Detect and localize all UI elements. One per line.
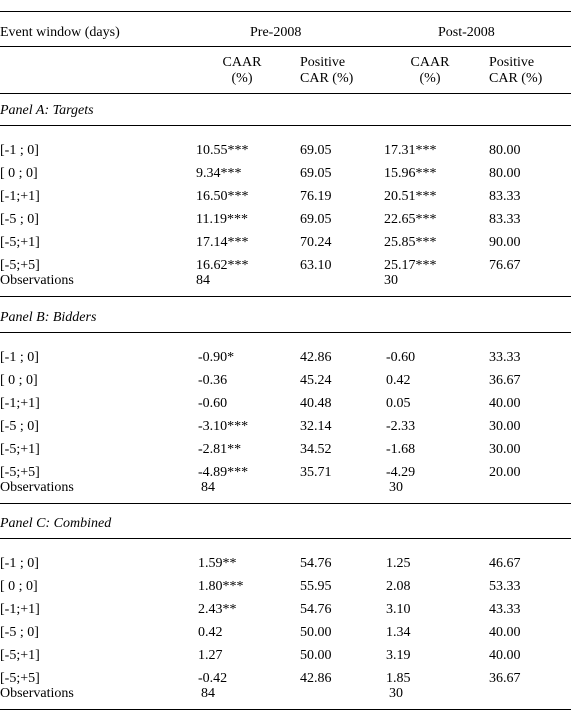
observations-pre: 84	[201, 686, 215, 701]
cell-pre-pos: 50.00	[300, 625, 332, 640]
cell-post-caar: 1.85	[386, 671, 411, 686]
cell-pre-caar: 1.80***	[198, 579, 244, 594]
panel-title: Panel A: Targets	[0, 103, 94, 118]
observations-pre: 84	[201, 480, 215, 495]
panel-title-rule	[0, 538, 571, 539]
cell-post-caar: 15.96***	[384, 166, 437, 181]
cell-pre-caar: -2.81**	[198, 442, 242, 457]
cell-pre-caar: 10.55***	[196, 143, 249, 158]
cell-pre-pos: 70.24	[300, 235, 332, 250]
cell-post-pos: 53.33	[489, 579, 521, 594]
cell-pre-caar: -4.89***	[198, 465, 249, 480]
header-pre-caar-line2: (%)	[231, 71, 253, 86]
cell-window: [-1;+1]	[0, 396, 40, 411]
cell-pre-caar: 11.19***	[196, 212, 248, 227]
cell-post-pos: 30.00	[489, 419, 521, 434]
cell-post-caar: -0.60	[386, 350, 416, 365]
cell-window: [ 0 ; 0]	[0, 166, 38, 181]
cell-post-pos: 40.00	[489, 396, 521, 411]
cell-pre-caar: 16.50***	[196, 189, 249, 204]
rule-under-period	[0, 46, 571, 47]
cell-pre-pos: 54.76	[300, 602, 332, 617]
cell-post-pos: 46.67	[489, 556, 521, 571]
cell-post-pos: 83.33	[489, 189, 521, 204]
observations-label: Observations	[0, 686, 74, 701]
cell-window: [-5;+1]	[0, 235, 40, 250]
cell-pre-pos: 42.86	[300, 671, 332, 686]
cell-post-caar: -1.68	[386, 442, 416, 457]
header-post-caar-line1: CAAR	[410, 55, 450, 70]
cell-post-caar: 17.31***	[384, 143, 437, 158]
header-post-poscar-line2: CAR (%)	[489, 71, 543, 86]
cell-window: [-5;+5]	[0, 671, 40, 686]
cell-window: [ 0 ; 0]	[0, 373, 38, 388]
header-pre-poscar-line2: CAR (%)	[300, 71, 354, 86]
cell-post-caar: 2.08	[386, 579, 411, 594]
header-post-caar-line2: (%)	[419, 71, 441, 86]
cell-window: [-5 ; 0]	[0, 212, 39, 227]
observations-pre: 84	[196, 273, 210, 288]
cell-window: [-5 ; 0]	[0, 625, 39, 640]
observations-label: Observations	[0, 480, 74, 495]
cell-post-pos: 20.00	[489, 465, 521, 480]
header-post-poscar-line1: Positive	[489, 55, 535, 70]
panel-end-rule	[0, 296, 571, 297]
cell-pre-pos: 69.05	[300, 212, 332, 227]
cell-window: [ 0 ; 0]	[0, 579, 38, 594]
cell-post-pos: 80.00	[489, 143, 521, 158]
panel-end-rule	[0, 503, 571, 504]
cell-pre-caar: 16.62***	[196, 258, 249, 273]
panel-title-rule	[0, 332, 571, 333]
cell-post-pos: 36.67	[489, 671, 521, 686]
cell-pre-caar: 17.14***	[196, 235, 249, 250]
cell-pre-caar: 1.27	[198, 648, 223, 663]
cell-post-caar: 25.85***	[384, 235, 437, 250]
cell-pre-caar: 9.34***	[196, 166, 242, 181]
cell-post-caar: 25.17***	[384, 258, 437, 273]
cell-pre-caar: -0.60	[198, 396, 228, 411]
cell-post-caar: 0.42	[386, 373, 411, 388]
header-event-window: Event window (days)	[0, 25, 120, 40]
cell-pre-pos: 69.05	[300, 166, 332, 181]
rule-under-header	[0, 93, 571, 94]
cell-window: [-5;+1]	[0, 648, 40, 663]
cell-pre-pos: 35.71	[300, 465, 332, 480]
cell-pre-pos: 76.19	[300, 189, 332, 204]
cell-window: [-5 ; 0]	[0, 419, 39, 434]
cell-post-caar: 0.05	[386, 396, 411, 411]
cell-post-pos: 76.67	[489, 258, 521, 273]
panel-title: Panel B: Bidders	[0, 310, 97, 325]
cell-pre-pos: 63.10	[300, 258, 332, 273]
observations-label: Observations	[0, 273, 74, 288]
cell-pre-caar: 0.42	[198, 625, 223, 640]
header-post-2008: Post-2008	[438, 25, 495, 40]
cell-window: [-1;+1]	[0, 602, 40, 617]
cell-post-pos: 33.33	[489, 350, 521, 365]
cell-window: [-5;+1]	[0, 442, 40, 457]
cell-pre-caar: -0.90*	[198, 350, 235, 365]
cell-post-pos: 40.00	[489, 648, 521, 663]
cell-post-caar: 1.34	[386, 625, 411, 640]
cell-window: [-5;+5]	[0, 465, 40, 480]
cell-post-pos: 43.33	[489, 602, 521, 617]
rule-top	[0, 11, 571, 12]
header-pre-2008: Pre-2008	[250, 25, 302, 40]
cell-window: [-1 ; 0]	[0, 556, 39, 571]
cell-pre-pos: 42.86	[300, 350, 332, 365]
observations-post: 30	[389, 480, 403, 495]
cell-pre-pos: 32.14	[300, 419, 332, 434]
header-post-poscar	[489, 55, 542, 87]
header-pre-poscar-line1: Positive	[300, 55, 346, 70]
cell-pre-caar: -3.10***	[198, 419, 249, 434]
cell-window: [-1;+1]	[0, 189, 40, 204]
cell-post-pos: 36.67	[489, 373, 521, 388]
cell-pre-pos: 50.00	[300, 648, 332, 663]
cell-post-caar: -2.33	[386, 419, 416, 434]
cell-pre-pos: 34.52	[300, 442, 332, 457]
cell-window: [-5;+5]	[0, 258, 40, 273]
header-pre-caar	[212, 55, 272, 87]
cell-post-pos: 80.00	[489, 166, 521, 181]
cell-window: [-1 ; 0]	[0, 350, 39, 365]
panel-title: Panel C: Combined	[0, 516, 112, 531]
header-pre-caar-line1: CAAR	[222, 55, 262, 70]
cell-post-caar: 20.51***	[384, 189, 437, 204]
cell-pre-caar: -0.36	[198, 373, 228, 388]
cell-pre-caar: -0.42	[198, 671, 228, 686]
cell-post-caar: 1.25	[386, 556, 411, 571]
cell-post-caar: 3.10	[386, 602, 411, 617]
header-pre-poscar	[300, 55, 353, 87]
cell-pre-caar: 2.43**	[198, 602, 237, 617]
observations-post: 30	[389, 686, 403, 701]
cell-post-caar: 3.19	[386, 648, 411, 663]
cell-post-pos: 90.00	[489, 235, 521, 250]
cell-post-caar: -4.29	[386, 465, 416, 480]
observations-post: 30	[384, 273, 398, 288]
cell-post-caar: 22.65***	[384, 212, 437, 227]
cell-post-pos: 40.00	[489, 625, 521, 640]
cell-pre-pos: 40.48	[300, 396, 332, 411]
cell-pre-pos: 45.24	[300, 373, 332, 388]
cell-post-pos: 30.00	[489, 442, 521, 457]
panel-title-rule	[0, 125, 571, 126]
cell-pre-pos: 55.95	[300, 579, 332, 594]
cell-pre-pos: 69.05	[300, 143, 332, 158]
cell-pre-pos: 54.76	[300, 556, 332, 571]
cell-pre-caar: 1.59**	[198, 556, 237, 571]
header-post-caar	[400, 55, 460, 87]
cell-window: [-1 ; 0]	[0, 143, 39, 158]
cell-post-pos: 83.33	[489, 212, 521, 227]
